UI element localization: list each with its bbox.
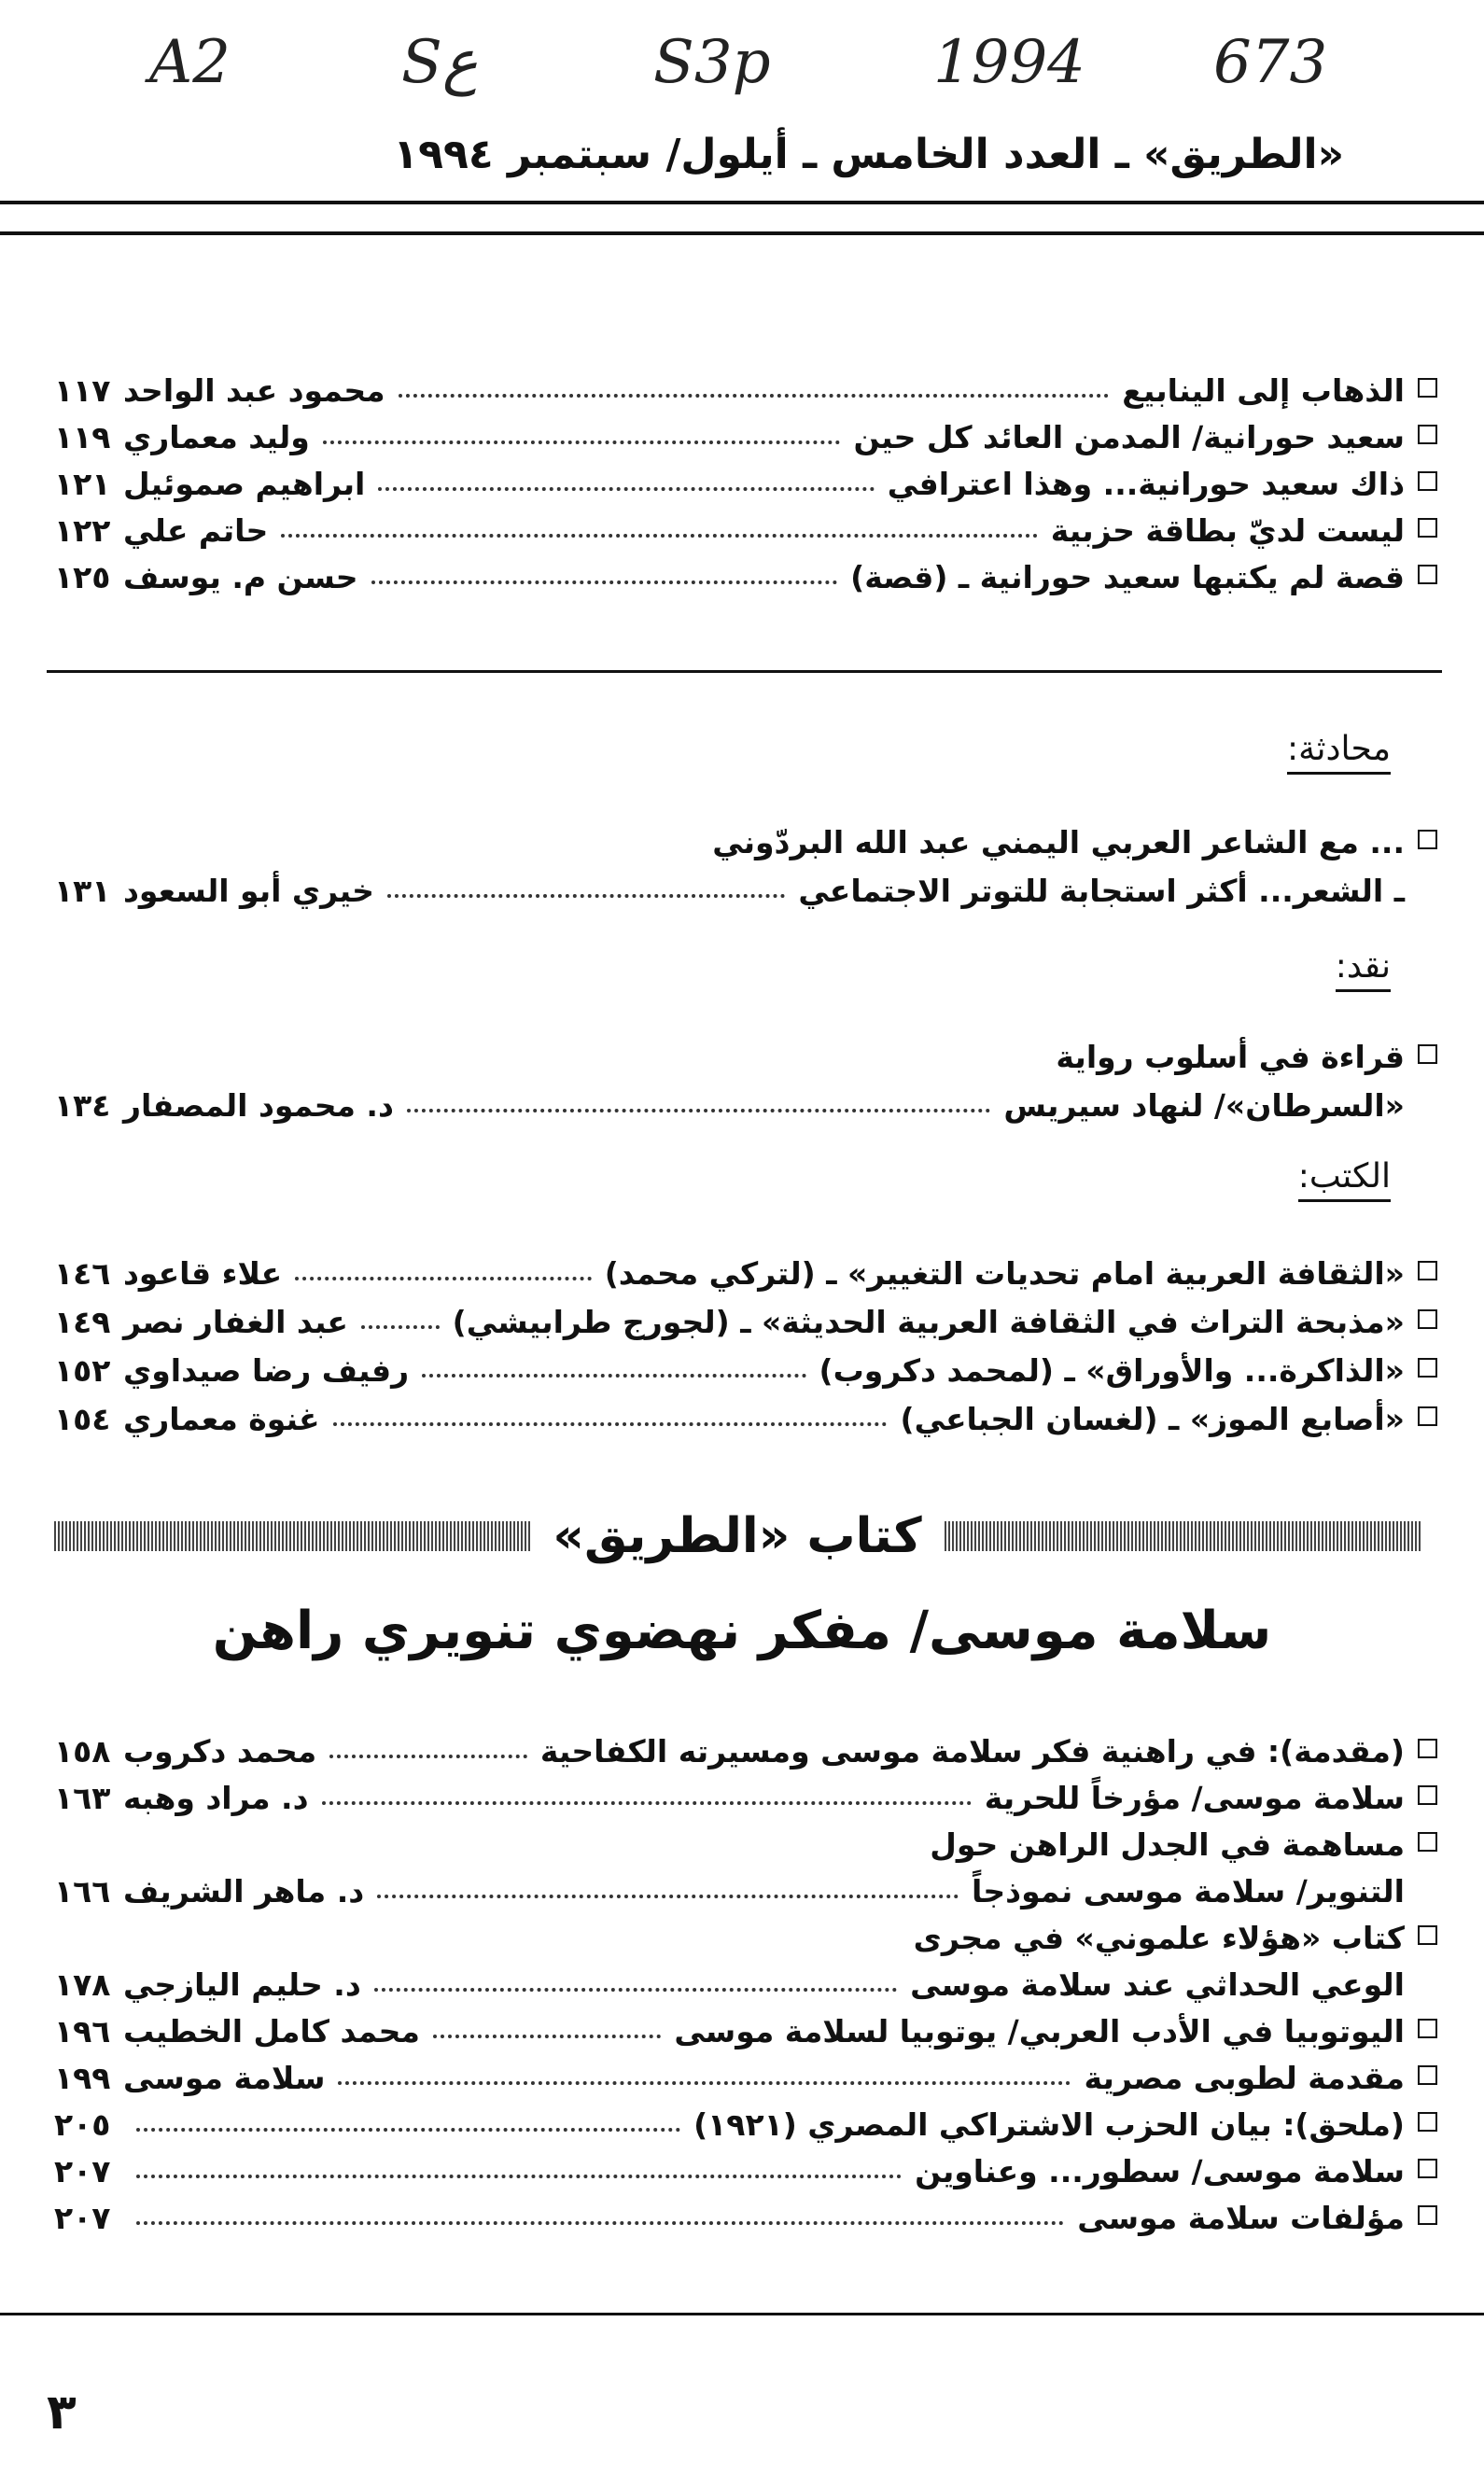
leader-dots [338, 2081, 1071, 2085]
page-number: ٣ [47, 2385, 77, 2441]
entry-author: محمد دكروب [123, 1733, 317, 1770]
toc-entry[interactable] [54, 366, 1437, 409]
banner-label: كتاب «الطريق» [553, 1508, 922, 1564]
footer-rule [0, 2313, 1484, 2315]
leader-dots [422, 1374, 805, 1378]
entry-author: علاء قاعود [123, 1255, 283, 1292]
entry-page: ١٥٢ [54, 1352, 111, 1389]
entry-author: محمد كامل الخطيب [123, 2013, 420, 2049]
entry-title: سلامة موسى/ مؤرخاً للحرية [984, 1780, 1405, 1816]
handwritten-mark: 1994 [933, 28, 1085, 97]
leader-dots [136, 2175, 902, 2178]
entry-page: ١١٧ [54, 372, 111, 409]
toc-entry[interactable] [54, 2100, 1437, 2143]
checkbox-bullet [1418, 471, 1437, 491]
toc-entry-continuation[interactable] [54, 866, 1437, 909]
header-rule [0, 201, 1484, 204]
toc-entry[interactable] [54, 2193, 1437, 2236]
entry-author: خيري أبو السعود [123, 873, 374, 909]
toc-entry-continuation[interactable] [54, 1960, 1437, 2003]
entry-author: عبد الغفار نصر [123, 1304, 348, 1340]
entry-title: «الثقافة العربية امام تحديات التغيير» ـ (لتركي محمد) [604, 1255, 1405, 1292]
section-heading-criticism: نقد: [1336, 947, 1391, 992]
checkbox-bullet [1418, 1044, 1437, 1064]
entry-page: ١٢٢ [54, 512, 111, 549]
entry-title: التنوير/ سلامة موسى نموذجاً [972, 1873, 1405, 1909]
entry-page: ١٩٩ [54, 2060, 111, 2096]
toc-entry[interactable] [54, 1773, 1437, 1816]
book-title: سلامة موسى/ مفكر نهضوي تنويري راهن [212, 1601, 1272, 1661]
toc-entry[interactable] [54, 553, 1437, 595]
entry-author: وليد معماري [123, 419, 310, 455]
toc-entry[interactable] [54, 1297, 1437, 1340]
entry-title: ليست لديّ بطاقة حزبية [1050, 512, 1405, 549]
checkbox-bullet [1418, 830, 1437, 849]
leader-dots [387, 894, 785, 898]
section-divider [47, 670, 1442, 673]
toc-entry[interactable] [54, 1394, 1437, 1437]
handwritten-mark: A2 [149, 28, 231, 97]
toc-entry[interactable] [54, 1913, 1437, 1956]
checkbox-bullet [1418, 1785, 1437, 1805]
checkbox-bullet [1418, 1261, 1437, 1280]
checkbox-bullet [1418, 2019, 1437, 2038]
entry-page: ١٦٣ [54, 1780, 111, 1816]
handwritten-mark: Sع [401, 28, 479, 97]
entry-page: ١٩٦ [54, 2013, 111, 2049]
entry-page: ١٦٦ [54, 1873, 111, 1909]
entry-title: «الذاكرة... والأوراق» ـ (لمحمد دكروب) [819, 1352, 1405, 1389]
checkbox-bullet [1418, 1406, 1437, 1426]
entry-title: (مقدمة): في راهنية فكر سلامة موسى ومسيرته الكفاحية [539, 1733, 1405, 1770]
banner-hatch-right [945, 1521, 1421, 1551]
book-section-banner [54, 1510, 1421, 1562]
entry-title: قصة لم يكتبها سعيد حورانية ـ (قصة) [850, 559, 1405, 595]
entry-author: محمود عبد الواحد [123, 372, 385, 409]
leader-dots [374, 1988, 897, 1992]
entry-page: ١٧٨ [54, 1966, 111, 2003]
running-header: «الطريق» ـ العدد الخامس ـ أيلول/ سبتمبر ١٩٩٤ [393, 131, 1344, 178]
entry-author: د. مراد وهبه [123, 1780, 309, 1816]
checkbox-bullet [1418, 565, 1437, 584]
entry-author: سلامة موسى [123, 2060, 326, 2096]
entry-title: «مذبحة التراث في الثقافة العربية الحديثة» ـ (لجورج طرابيشي) [452, 1304, 1405, 1340]
checkbox-bullet [1418, 2205, 1437, 2225]
entry-title: «أصابع الموز» ـ (لغسان الجباعي) [900, 1401, 1405, 1437]
leader-dots [136, 2128, 680, 2132]
toc-entry[interactable] [54, 2007, 1437, 2049]
handwritten-archive-marks [0, 28, 1484, 112]
checkbox-bullet [1418, 2112, 1437, 2132]
entry-page: ١٣١ [54, 873, 111, 909]
entry-author: د. ماهر الشريف [123, 1873, 365, 1909]
entry-title: ذاك سعيد حورانية... وهذا اعترافي [887, 466, 1405, 502]
entry-page: ١٤٩ [54, 1304, 111, 1340]
entry-author: رفيف رضا صيداوي [123, 1352, 410, 1389]
entry-title: ... مع الشاعر العربي اليمني عبد الله البردّوني [712, 824, 1405, 860]
toc-entry[interactable] [54, 2053, 1437, 2096]
banner-hatch-left [54, 1521, 530, 1551]
checkbox-bullet [1418, 1925, 1437, 1945]
checkbox-bullet [1418, 1739, 1437, 1758]
leader-dots [371, 581, 838, 584]
toc-entry[interactable] [54, 818, 1437, 860]
entry-title: (ملحق): بيان الحزب الاشتراكي المصري (١٩٢١) [693, 2106, 1405, 2143]
leader-dots [399, 394, 1110, 398]
entry-title: مؤلفات سلامة موسى [1077, 2200, 1405, 2236]
toc-entry[interactable] [54, 1346, 1437, 1389]
entry-title: اليوتوبيا في الأدب العربي/ يوتوبيا لسلامة موسى [674, 2013, 1405, 2049]
leader-dots [407, 1109, 991, 1112]
entry-title: «السرطان»/ لنهاد سيريس [1003, 1087, 1405, 1124]
checkbox-bullet [1418, 2159, 1437, 2178]
entry-title: كتاب «هؤلاء علموني» في مجرى [913, 1920, 1405, 1956]
leader-dots [377, 1895, 959, 1898]
leader-dots [378, 487, 874, 491]
entry-page: ١٢١ [54, 466, 111, 502]
entry-author: غنوة معماري [123, 1401, 320, 1437]
toc-entry[interactable] [54, 1727, 1437, 1770]
entry-page: ١٤٦ [54, 1255, 111, 1292]
entry-title: مساهمة في الجدل الراهن حول [930, 1826, 1405, 1863]
entry-title: ـ الشعر... أكثر استجابة للتوتر الاجتماعي [798, 873, 1405, 909]
entry-title: سعيد حورانية/ المدمن العائد كل حين [853, 419, 1405, 455]
entry-author: د. حليم اليازجي [123, 1966, 361, 2003]
entry-page: ٢٠٧ [54, 2200, 111, 2236]
checkbox-bullet [1418, 378, 1437, 398]
toc-entry[interactable] [54, 1032, 1437, 1075]
entry-author: حاتم علي [123, 512, 269, 549]
leader-dots [333, 1422, 888, 1426]
entry-author: حسن م. يوسف [123, 559, 358, 595]
entry-title: الذهاب إلى الينابيع [1122, 372, 1405, 409]
handwritten-mark: S3p [653, 28, 771, 97]
entry-page: ١٣٤ [54, 1087, 111, 1124]
entry-page: ٢٠٧ [54, 2153, 111, 2189]
toc-entry-continuation[interactable] [54, 1081, 1437, 1124]
handwritten-mark: 673 [1213, 28, 1328, 97]
leader-dots [322, 1801, 972, 1805]
checkbox-bullet [1418, 425, 1437, 444]
section-heading-interview: محادثة: [1287, 730, 1391, 775]
entry-title: قراءة في أسلوب رواية [1056, 1039, 1405, 1075]
entry-title: مقدمة لطوبى مصرية [1084, 2060, 1405, 2096]
leader-dots [323, 441, 841, 444]
header-rule-double [0, 231, 1484, 235]
toc-entry[interactable] [54, 459, 1437, 502]
leader-dots [361, 1325, 440, 1329]
checkbox-bullet [1418, 1358, 1437, 1378]
entry-page: ١١٩ [54, 419, 111, 455]
toc-entry-continuation[interactable] [54, 1867, 1437, 1909]
section-heading-books: الكتب: [1298, 1157, 1391, 1202]
entry-page: ١٥٤ [54, 1401, 111, 1437]
toc-entry[interactable] [54, 1820, 1437, 1863]
entry-page: ١٥٨ [54, 1733, 111, 1770]
checkbox-bullet [1418, 1309, 1437, 1329]
toc-entry[interactable] [54, 413, 1437, 455]
entry-page: ٢٠٥ [54, 2106, 111, 2143]
leader-dots [433, 2035, 661, 2038]
checkbox-bullet [1418, 2065, 1437, 2085]
entry-author: ابراهيم صموئيل [123, 466, 366, 502]
leader-dots [136, 2221, 1064, 2225]
leader-dots [295, 1277, 592, 1280]
leader-dots [329, 1755, 527, 1758]
checkbox-bullet [1418, 518, 1437, 538]
entry-author: د. محمود المصفار [123, 1087, 394, 1124]
toc-entry[interactable] [54, 2147, 1437, 2189]
entry-title: الوعي الحداثي عند سلامة موسى [910, 1966, 1405, 2003]
toc-entry[interactable] [54, 1249, 1437, 1292]
entry-page: ١٢٥ [54, 559, 111, 595]
leader-dots [281, 534, 1037, 538]
checkbox-bullet [1418, 1832, 1437, 1852]
entry-title: سلامة موسى/ سطور... وعناوين [915, 2153, 1405, 2189]
toc-entry[interactable] [54, 506, 1437, 549]
